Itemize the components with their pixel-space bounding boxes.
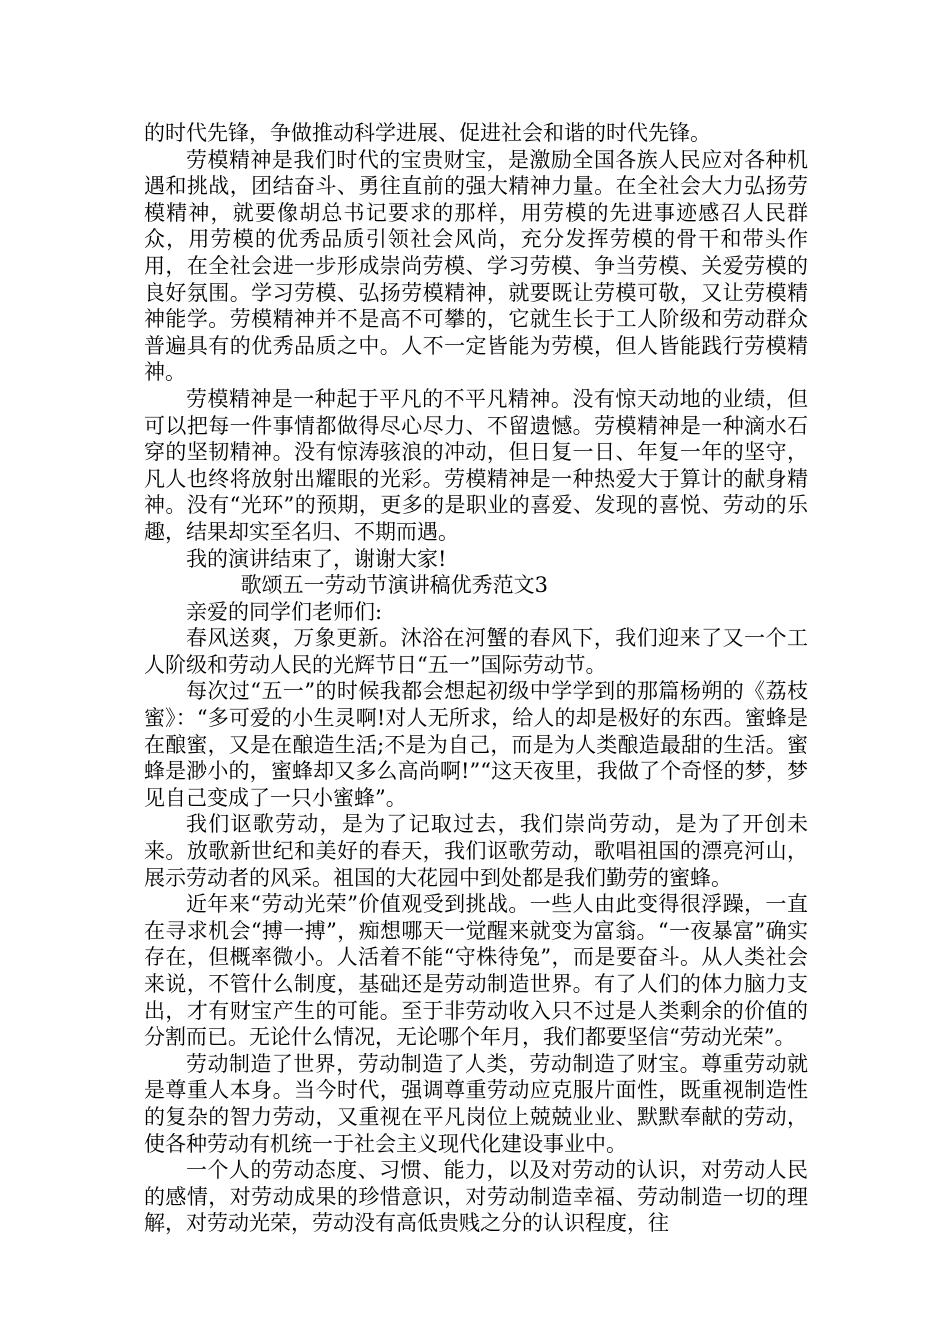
paragraph-labor-attitude: 一个人的劳动态度、习惯、能力，以及对劳动的认识，对劳动人民的感情，对劳动成果的珍惜意识，对劳动制造幸福、劳动制造一切的理解，对劳动光荣，劳动没有高低贵贱之分的认识程度，往 — [144, 1158, 808, 1236]
paragraph-closing: 我的演讲结束了，谢谢大家! — [186, 546, 447, 571]
paragraph-model-worker-spirit: 劳模精神是我们时代的宝贵财宝，是激励全国各族人民应对各种机遇和挑战，团结奋斗、勇往直前的强大精神力量。在全社会大力弘扬劳模精神，就要像胡总书记要求的那样，用劳模的先进事迹感召人民群众，用劳模的优秀品质引领社会风尚，充分发挥劳模的骨干和带头作用，在全社会进一步形成崇尚劳模、学习劳模、争当劳模、关爱劳模的良好氛围。学习劳模、弘扬劳模精神，就要既让劳模可敬，又让劳模精神能学。劳模精神并不是高不可攀的，它就生长于工人阶级和劳动群众普遍具有的优秀品质之中。人不一定皆能为劳模，但人皆能践行劳模精神。 — [144, 147, 808, 385]
document-body — [144, 120, 808, 1237]
paragraph-spring: 春风送爽，万象更新。沐浴在河蟹的春风下，我们迎来了又一个工人阶级和劳动人民的光辉节日“五一”国际劳动节。 — [144, 626, 808, 677]
section-title: 歌颂五一劳动节演讲稿优秀范文3 — [240, 573, 548, 598]
paragraph-lychee-honey: 每次过“五一”的时候我都会想起初级中学学到的那篇杨朔的《荔枝蜜》：“多可爱的小生灵啊!对人无所求，给人的却是极好的东西。蜜蜂是在酿蜜，又是在酿造生活;不是为自己，而是为人类酿造最甜的生活。蜜蜂是渺小的，蜜蜂却又多么高尚啊!”“这天夜里，我做了个奇怪的梦，梦见自己变成了一只小蜜蜂”。 — [144, 679, 808, 810]
paragraph-ordinary-spirit: 劳模精神是一种起于平凡的不平凡精神。没有惊天动地的业绩，但可以把每一件事情都做得尽心尽力、不留遗憾。劳模精神是一种滴水石穿的坚韧精神。没有惊涛骇浪的冲动，但日复一日、年复一年的坚守，凡人也终将放射出耀眼的光彩。劳模精神是一种热爱大于算计的献身精神。没有“光环”的预期，更多的是职业的喜爱、发现的喜悦、劳动的乐趣，结果却实至名归、不期而遇。 — [144, 386, 808, 544]
paragraph-continuation: 的时代先锋，争做推动科学进展、促进社会和谐的时代先锋。 — [144, 121, 711, 145]
greeting: 亲爱的同学们老师们: — [186, 599, 383, 624]
paragraph-labor-created-world: 劳动制造了世界，劳动制造了人类，劳动制造了财宝。尊重劳动就是尊重人本身。当今时代，强调尊重劳动应克服片面性，既重视制造性的复杂的智力劳动，又重视在平凡岗位上兢兢业业、默默奉献的劳动，使各种劳动有机统一于社会主义现代化建设事业中。 — [144, 1051, 808, 1156]
paragraph-labor-glory: 近年来“劳动光荣”价值观受到挑战。一些人由此变得很浮躁，一直在寻求机会“搏一搏”，痴想哪天一觉醒来就变为富翁。“一夜暴富”确实存在，但概率微小。人活着不能“守株待兔”，而是要奋斗。从人类社会来说，不管什么制度，基础还是劳动制造世界。有了人们的体力脑力支出，才有财宝产生的可能。至于非劳动收入只不过是人类剩余的价值的分割而已。无论什么情况，无论哪个年月，我们都要坚信“劳动光荣”。 — [144, 892, 808, 1050]
paragraph-praise-labor: 我们讴歌劳动，是为了记取过去，我们崇尚劳动，是为了开创未来。放歌新世纪和美好的春天，我们讴歌劳动，歌唱祖国的漂亮河山，展示劳动者的风采。祖国的大花园中到处都是我们勤劳的蜜蜂。 — [144, 812, 808, 890]
